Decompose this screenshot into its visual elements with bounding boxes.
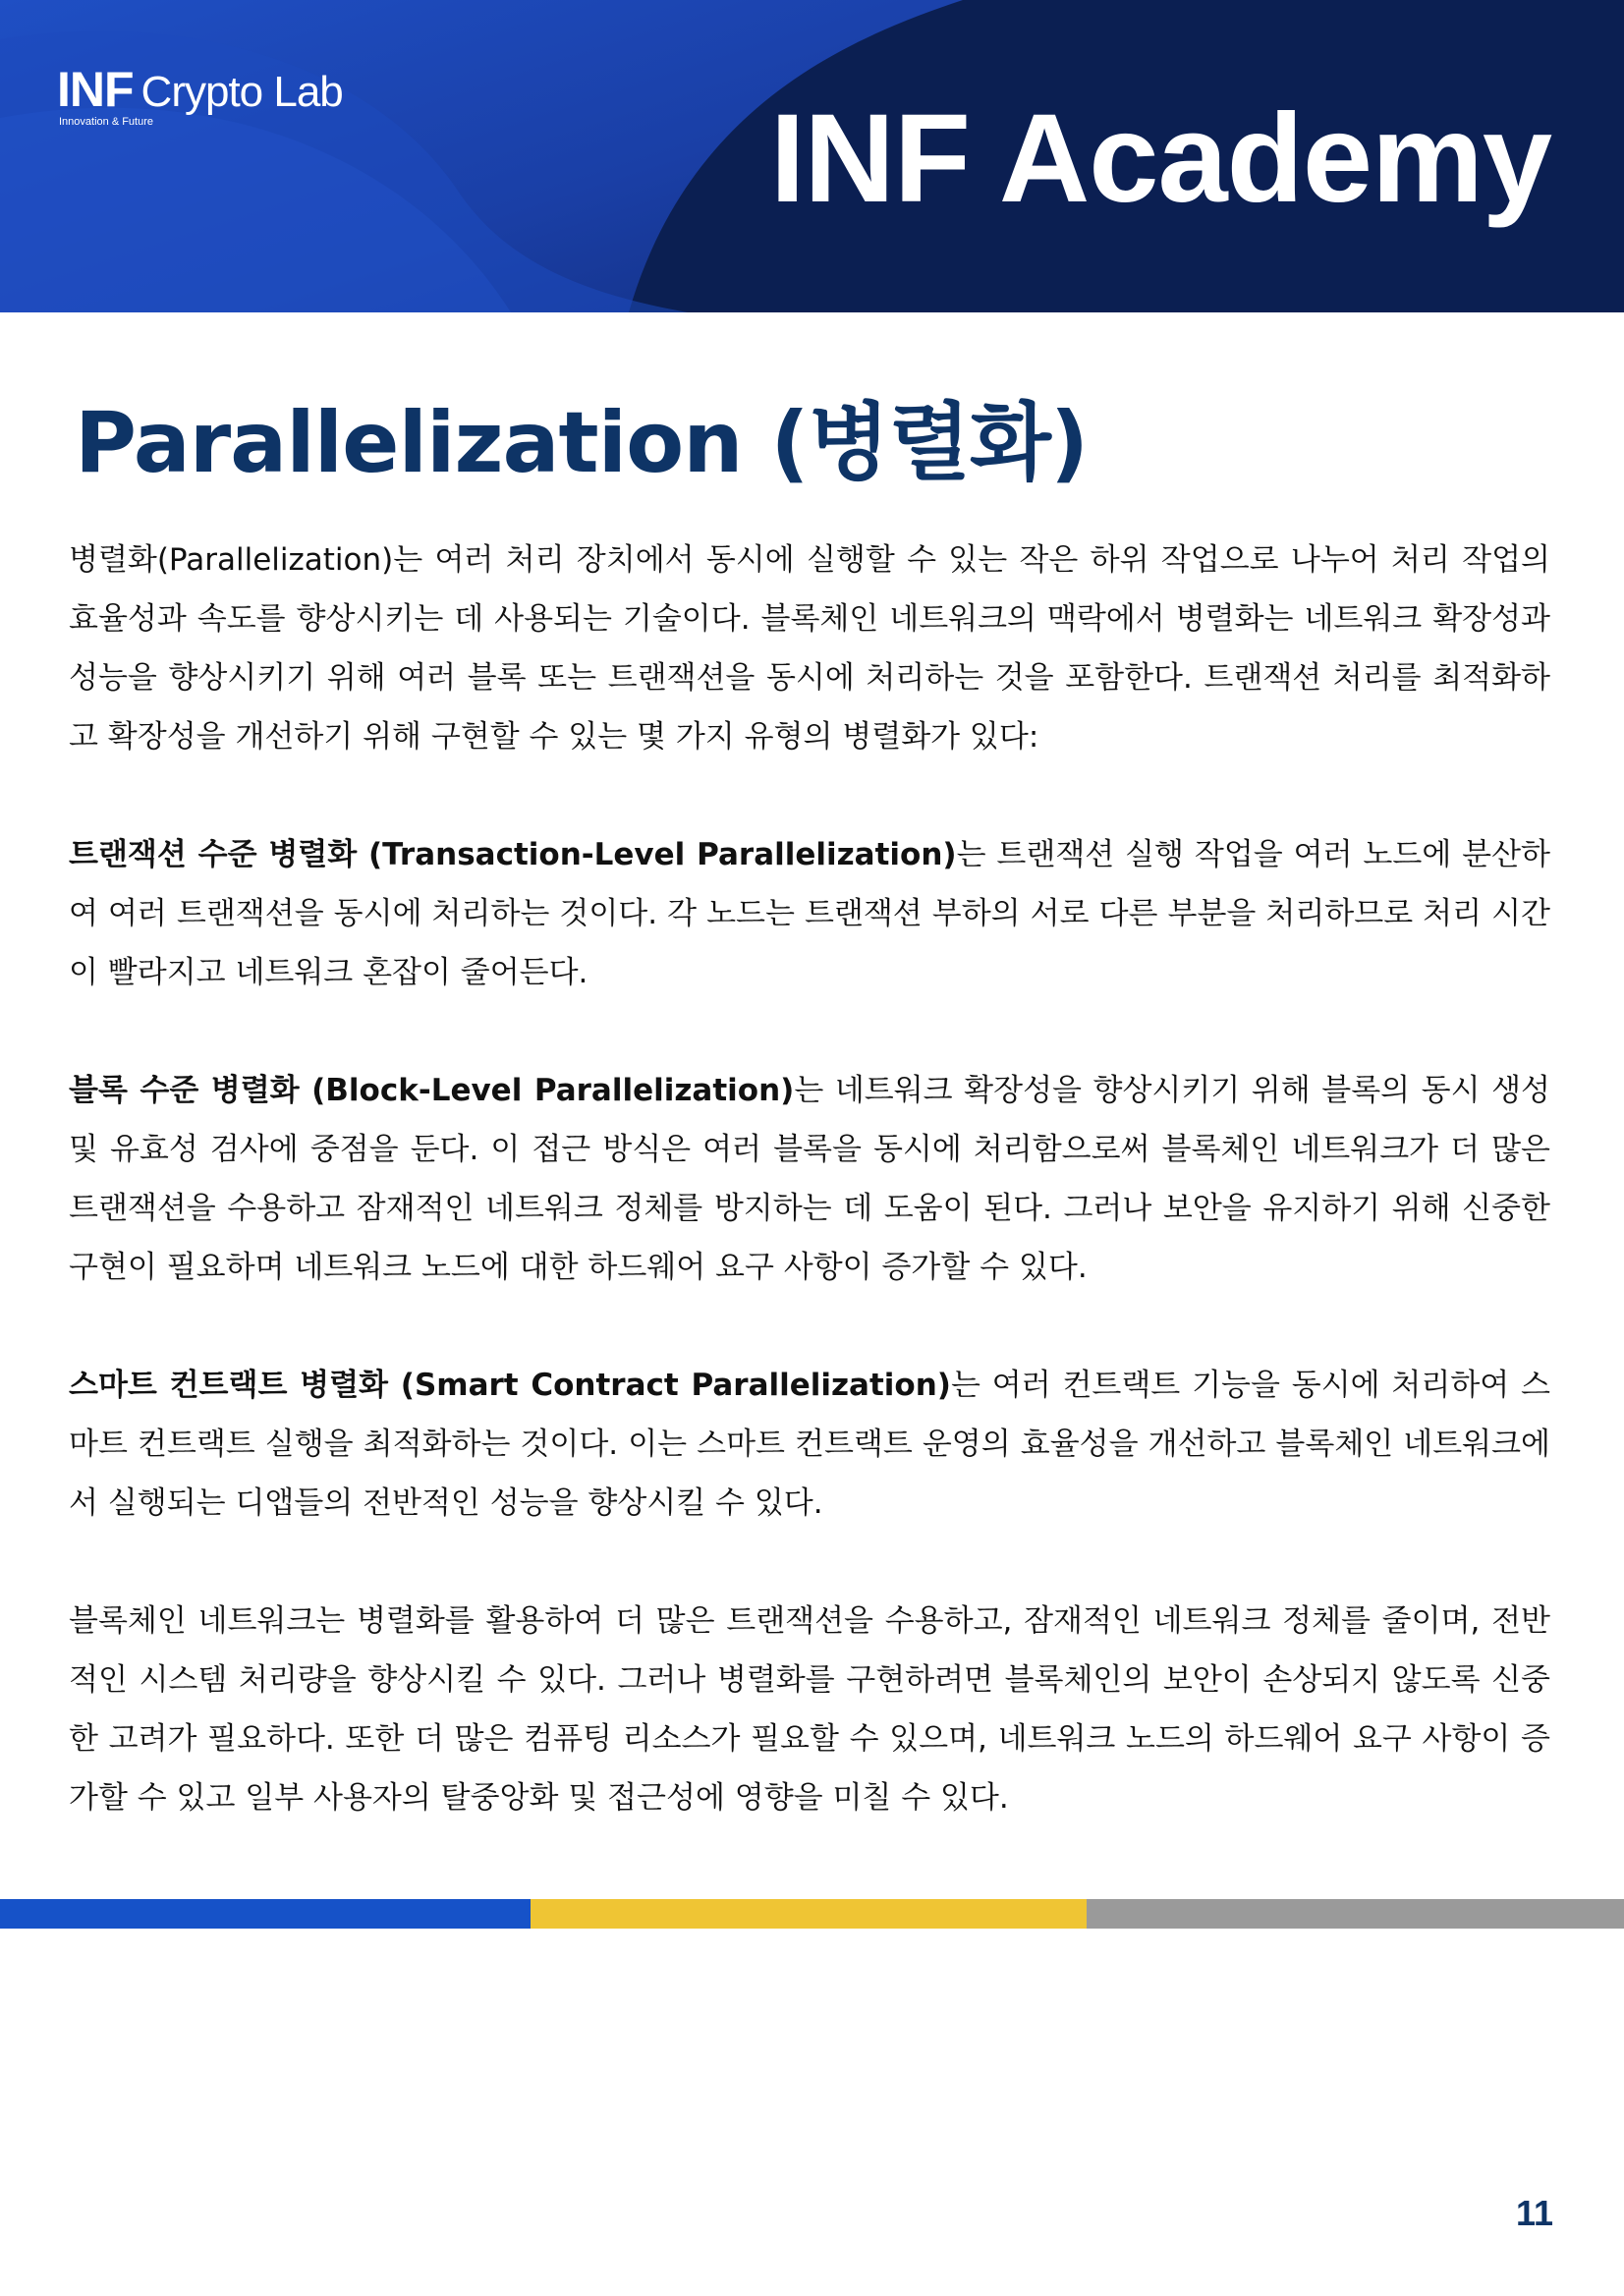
footer-stripe-blue [0, 1899, 531, 1929]
paragraph-lead-term: 블록 수준 병렬화 (Block-Level Parallelization) [69, 1073, 795, 1108]
logo-inf-text: INF [57, 62, 134, 117]
page-number: 11 [1515, 2193, 1553, 2233]
logo-crypto-lab-text: Crypto Lab [140, 68, 343, 116]
footer-stripe-gray [1087, 1899, 1624, 1929]
footer-stripe-yellow [531, 1899, 1087, 1929]
logo-tagline: Innovation & Future [59, 116, 154, 128]
block-level-paragraph [69, 1061, 1550, 1297]
company-logo [57, 61, 343, 128]
paragraph-text: 병렬화(Parallelization)는 여러 처리 장치에서 동시에 실행할 수 있는 작은 하위 작업으로 나누어 처리 작업의 효율성과 속도를 향상시키는 데 사용되는 기술이다. 블록체인 네트워크의 맥락에서 병렬화는 네트워크 확장성과 성능을 향상시키기 위해 여러 블록 또는 트랜잭션을 동시에 처리하는 것을 포함한다. 트랜잭션 처리를 최적화하고 확장성을 개선하기 위해 구현할 수 있는 몇 가지 유형의 병렬화가 있다: [69, 542, 1550, 755]
brand-title: INF Academy [769, 88, 1551, 229]
paragraph-text: 는 트랜잭션 실행 작업을 여러 노드에 분산하여 여러 트랜잭션을 동시에 처리하는 것이다. 각 노드는 트랜잭션 부하의 서로 다른 부분을 처리하므로 처리 시간이 빨라지고 네트워크 혼잡이 줄어든다. [69, 837, 1550, 990]
header-banner [0, 0, 1624, 312]
paragraph-text: 는 네트워크 확장성을 향상시키기 위해 블록의 동시 생성 및 유효성 검사에 중점을 둔다. 이 접근 방식은 여러 블록을 동시에 처리함으로써 블록체인 네트워크가 더 많은 트랜잭션을 수용하고 잠재적인 네트워크 정체를 방지하는 데 도움이 된다. 그러나 보안을 유지하기 위해 신중한 구현이 필요하며 네트워크 노드에 대한 하드웨어 요구 사항이 증가할 수 있다. [69, 1073, 1551, 1285]
transaction-level-paragraph [69, 825, 1550, 1002]
conclusion-paragraph [69, 1592, 1550, 1827]
paragraph-lead-term: 트랜잭션 수준 병렬화 (Transaction-Level Parallelization) [69, 837, 957, 872]
page-title: Parallelization (병렬화) [75, 394, 1089, 492]
paragraph-text: 블록체인 네트워크는 병렬화를 활용하여 더 많은 트랜잭션을 수용하고, 잠재적인 네트워크 정체를 줄이며, 전반적인 시스템 처리량을 향상시킬 수 있다. 그러나 병렬화를 구현하려면 블록체인의 보안이 손상되지 않도록 신중한 고려가 필요하다. 또한 더 많은 컴퓨팅 리소스가 필요할 수 있으며, 네트워크 노드의 하드웨어 요구 사항이 증가할 수 있고 일부 사용자의 탈중앙화 및 접근성에 영향을 미칠 수 있다. [69, 1603, 1550, 1816]
paragraph-lead-term: 스마트 컨트랙트 병렬화 (Smart Contract Parallelization) [69, 1368, 951, 1403]
intro-paragraph [69, 531, 1550, 766]
article-body [69, 531, 1550, 1886]
paragraph-text: 는 여러 컨트랙트 기능을 동시에 처리하여 스마트 컨트랙트 실행을 최적화하는 것이다. 이는 스마트 컨트랙트 운영의 효율성을 개선하고 블록체인 네트워크에서 실행되는 디앱들의 전반적인 성능을 향상시킬 수 있다. [69, 1368, 1550, 1521]
smart-contract-paragraph [69, 1356, 1550, 1533]
